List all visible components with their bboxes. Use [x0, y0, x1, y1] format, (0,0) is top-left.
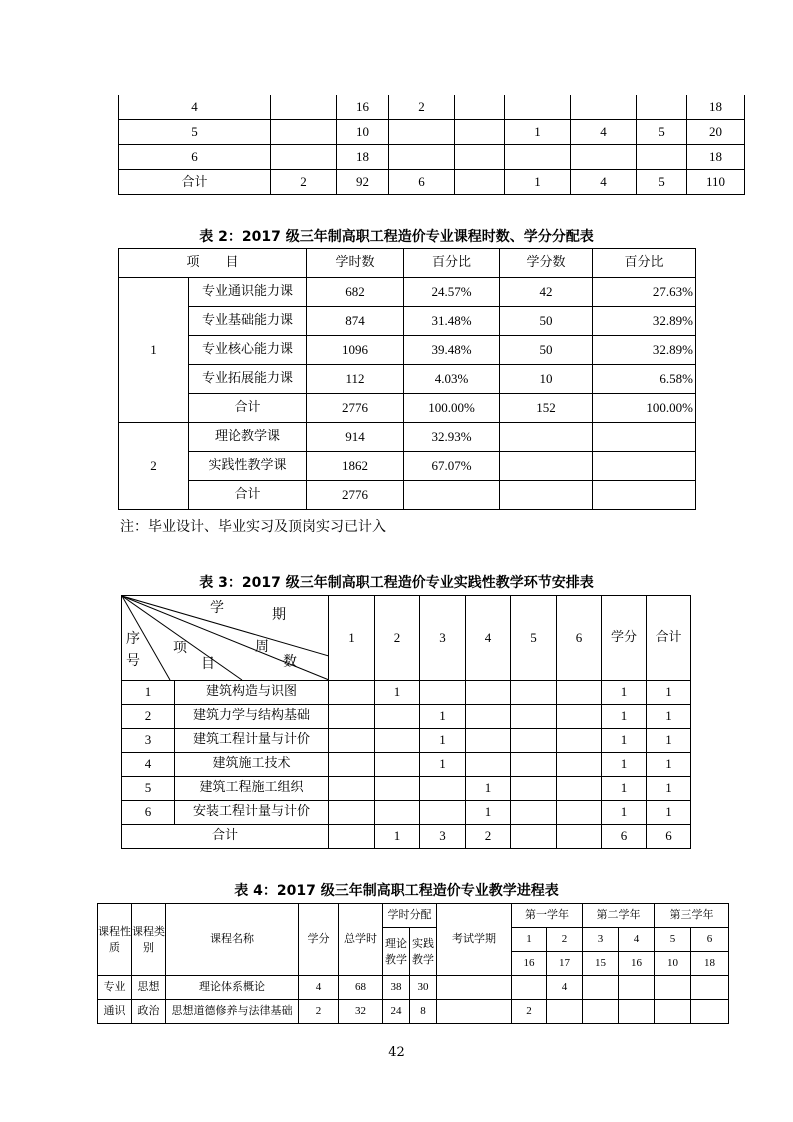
table3-caption: 表 3：2017 级三年制高职工程造价专业实践性教学环节安排表 — [199, 575, 594, 591]
group-label: 1 — [119, 278, 189, 423]
value-cell: 10 — [337, 120, 389, 145]
semester-hours-cell — [691, 976, 729, 1000]
value-cell — [271, 145, 337, 170]
table-row — [119, 307, 696, 336]
row-number-cell: 6 — [122, 801, 175, 825]
credits-percent-cell — [593, 452, 696, 481]
value-cell: 1 — [505, 170, 571, 195]
diag-label-xu: 序 — [126, 631, 140, 647]
value-cell — [637, 95, 687, 120]
term-weeks-cell — [511, 801, 557, 825]
term-weeks-cell — [557, 729, 602, 753]
credits-percent-cell: 100.00% — [593, 394, 696, 423]
term-weeks-cell — [375, 801, 420, 825]
semester-header: 6 — [691, 928, 729, 952]
sum-label-cell: 合计 — [122, 825, 329, 849]
total-hours-cell: 32 — [339, 1000, 383, 1024]
row-number-cell: 4 — [122, 753, 175, 777]
semester-header: 2 — [547, 928, 583, 952]
header-exam-term: 考试学期 — [437, 904, 512, 976]
term-weeks-cell — [329, 801, 375, 825]
credits-cell — [500, 423, 593, 452]
course-type-cell: 合计 — [189, 481, 307, 510]
hours-percent-cell — [404, 481, 500, 510]
value-cell: 20 — [687, 120, 745, 145]
value-cell: 18 — [687, 95, 745, 120]
hours-percent-cell: 24.57% — [404, 278, 500, 307]
value-cell — [271, 95, 337, 120]
project-name-cell: 建筑构造与识图 — [175, 681, 329, 705]
diag-label-zhou: 周 — [255, 639, 269, 655]
table-row — [119, 394, 696, 423]
value-cell: 2 — [271, 170, 337, 195]
credit-cell: 1 — [602, 753, 647, 777]
semester-header: 1 — [512, 928, 547, 952]
weeks-cell: 10 — [655, 952, 691, 976]
header-year2: 第二学年 — [583, 904, 655, 928]
hours-percent-cell: 4.03% — [404, 365, 500, 394]
term-weeks-cell — [329, 777, 375, 801]
credits-percent-cell — [593, 423, 696, 452]
term-weeks-cell — [329, 729, 375, 753]
hours-cell: 1862 — [307, 452, 404, 481]
hours-percent-cell: 67.07% — [404, 452, 500, 481]
semester-hours-cell — [583, 1000, 619, 1024]
term-weeks-cell — [511, 825, 557, 849]
term-header: 5 — [511, 596, 557, 681]
course-type-cell: 理论教学课 — [189, 423, 307, 452]
weeks-cell: 15 — [583, 952, 619, 976]
term-weeks-cell: 1 — [420, 729, 466, 753]
term-weeks-cell: 1 — [466, 777, 511, 801]
term-weeks-cell — [466, 729, 511, 753]
value-cell — [455, 170, 505, 195]
header-hours: 学时数 — [307, 249, 404, 278]
term-weeks-cell: 1 — [420, 705, 466, 729]
page-number: 42 — [388, 1045, 405, 1060]
total-cell: 1 — [647, 705, 691, 729]
diagonal-lines — [122, 596, 329, 680]
project-name-cell: 建筑工程计量与计价 — [175, 729, 329, 753]
course-category-cell: 政治 — [132, 1000, 166, 1024]
hours-cell: 112 — [307, 365, 404, 394]
total-hours-cell: 68 — [339, 976, 383, 1000]
term-weeks-cell — [511, 753, 557, 777]
hours-cell: 914 — [307, 423, 404, 452]
credits-percent-cell: 6.58% — [593, 365, 696, 394]
header-course-category: 课程类别 — [132, 904, 166, 976]
practice-hours-cell: 30 — [410, 976, 437, 1000]
value-cell — [389, 145, 455, 170]
term-weeks-cell: 3 — [420, 825, 466, 849]
value-cell: 5 — [637, 170, 687, 195]
value-cell: 18 — [687, 145, 745, 170]
term-header: 1 — [329, 596, 375, 681]
value-cell — [505, 95, 571, 120]
semester-hours-cell — [691, 1000, 729, 1024]
term-weeks-cell — [329, 705, 375, 729]
total-header: 合计 — [647, 596, 691, 681]
diag-label-mu: 目 — [201, 656, 215, 672]
term-weeks-cell — [375, 729, 420, 753]
table-row — [122, 801, 691, 825]
header-course-nature: 课程性质 — [98, 904, 132, 976]
project-name-cell: 建筑工程施工组织 — [175, 777, 329, 801]
table-row — [119, 452, 696, 481]
weeks-cell: 16 — [619, 952, 655, 976]
value-cell: 1 — [505, 120, 571, 145]
value-cell — [571, 145, 637, 170]
value-cell: 18 — [337, 145, 389, 170]
semester-header: 4 — [619, 928, 655, 952]
credits-percent-cell: 27.63% — [593, 278, 696, 307]
weeks-cell: 16 — [512, 952, 547, 976]
credit-cell: 1 — [602, 777, 647, 801]
semester-hours-cell: 2 — [512, 1000, 547, 1024]
header-year1: 第一学年 — [512, 904, 583, 928]
row-number-cell: 5 — [122, 777, 175, 801]
total-cell: 1 — [647, 777, 691, 801]
course-category-cell: 思想 — [132, 976, 166, 1000]
project-name-cell: 建筑施工技术 — [175, 753, 329, 777]
value-cell: 6 — [389, 170, 455, 195]
theory-hours-cell: 38 — [383, 976, 410, 1000]
term-weeks-cell — [420, 801, 466, 825]
term-header: 2 — [375, 596, 420, 681]
table-row — [119, 423, 696, 452]
header-practice: 实践教学 — [410, 928, 437, 976]
header-item: 项 目 — [119, 249, 307, 278]
term-weeks-cell — [557, 825, 602, 849]
credit-cell: 6 — [602, 825, 647, 849]
value-cell: 5 — [637, 120, 687, 145]
term-weeks-cell — [511, 681, 557, 705]
term-weeks-cell — [466, 681, 511, 705]
semester-hours-cell — [655, 1000, 691, 1024]
term-cell: 4 — [119, 95, 271, 120]
semester-header: 3 — [583, 928, 619, 952]
term-weeks-cell — [375, 753, 420, 777]
value-cell — [455, 95, 505, 120]
course-nature-cell: 通识 — [98, 1000, 132, 1024]
hours-cell: 874 — [307, 307, 404, 336]
table-row — [119, 481, 696, 510]
credits-percent-cell: 32.89% — [593, 336, 696, 365]
course-hours-credits-table — [118, 248, 696, 510]
row-number-cell: 3 — [122, 729, 175, 753]
hours-percent-cell: 100.00% — [404, 394, 500, 423]
hours-cell: 2776 — [307, 481, 404, 510]
header-credits: 学分数 — [500, 249, 593, 278]
value-cell: 16 — [337, 95, 389, 120]
term-header: 4 — [466, 596, 511, 681]
term-weeks-cell — [511, 729, 557, 753]
table-row — [122, 681, 691, 705]
practical-teaching-table — [121, 595, 691, 849]
total-cell: 1 — [647, 753, 691, 777]
hours-percent-cell: 31.48% — [404, 307, 500, 336]
semester-hours-cell: 4 — [547, 976, 583, 1000]
course-type-cell: 专业基础能力课 — [189, 307, 307, 336]
sum-row — [122, 825, 691, 849]
practice-hours-cell: 8 — [410, 1000, 437, 1024]
credits-cell — [500, 481, 593, 510]
header-course-name: 课程名称 — [166, 904, 299, 976]
credits-cell: 50 — [500, 336, 593, 365]
term-weeks-cell — [511, 705, 557, 729]
term-weeks-cell: 1 — [466, 801, 511, 825]
course-type-cell: 专业通识能力课 — [189, 278, 307, 307]
term-weeks-cell — [557, 777, 602, 801]
table-row — [119, 95, 745, 120]
credit-cell: 1 — [602, 729, 647, 753]
table-row — [119, 336, 696, 365]
term-weeks-cell — [375, 777, 420, 801]
credit-header: 学分 — [602, 596, 647, 681]
total-cell: 1 — [647, 801, 691, 825]
term-weeks-cell — [557, 681, 602, 705]
credits-percent-cell: 32.89% — [593, 307, 696, 336]
header-percent-hours: 百分比 — [404, 249, 500, 278]
value-cell — [455, 120, 505, 145]
table-row — [98, 976, 729, 1000]
weeks-cell: 17 — [547, 952, 583, 976]
table4-caption: 表 4：2017 级三年制高职工程造价专业教学进程表 — [234, 883, 559, 899]
project-name-cell: 建筑力学与结构基础 — [175, 705, 329, 729]
table2-note: 注：毕业设计、毕业实习及顶岗实习已计入 — [120, 519, 386, 535]
value-cell — [505, 145, 571, 170]
weeks-cell: 18 — [691, 952, 729, 976]
value-cell — [455, 145, 505, 170]
course-type-cell: 实践性教学课 — [189, 452, 307, 481]
header-total-hours: 总学时 — [339, 904, 383, 976]
value-cell — [389, 120, 455, 145]
header-year3: 第三学年 — [655, 904, 729, 928]
diag-label-hao: 号 — [126, 653, 140, 669]
table-row — [122, 705, 691, 729]
course-nature-cell: 专业 — [98, 976, 132, 1000]
value-cell: 92 — [337, 170, 389, 195]
term-cell: 6 — [119, 145, 271, 170]
value-cell — [271, 120, 337, 145]
value-cell — [571, 95, 637, 120]
group-label: 2 — [119, 423, 189, 510]
term-weeks-cell — [557, 705, 602, 729]
term-weeks-cell: 1 — [375, 825, 420, 849]
term-cell: 合计 — [119, 170, 271, 195]
semester-hours-cell — [512, 976, 547, 1000]
diagonal-header-cell — [122, 596, 329, 681]
row-number-cell: 1 — [122, 681, 175, 705]
hours-cell: 2776 — [307, 394, 404, 423]
term-weeks-table — [118, 95, 745, 195]
header-credit: 学分 — [299, 904, 339, 976]
credits-cell: 42 — [500, 278, 593, 307]
credit-cell: 1 — [602, 681, 647, 705]
credits-cell: 10 — [500, 365, 593, 394]
credit-cell: 1 — [602, 801, 647, 825]
semester-hours-cell — [547, 1000, 583, 1024]
term-weeks-cell — [329, 825, 375, 849]
table-row — [122, 753, 691, 777]
diag-label-shu: 数 — [283, 654, 297, 670]
hours-cell: 1096 — [307, 336, 404, 365]
term-weeks-cell: 1 — [375, 681, 420, 705]
table-row — [119, 365, 696, 394]
credit-cell: 1 — [602, 705, 647, 729]
table-row — [98, 1000, 729, 1024]
value-cell: 4 — [571, 120, 637, 145]
term-cell: 5 — [119, 120, 271, 145]
table-row — [119, 145, 745, 170]
credit-cell: 4 — [299, 976, 339, 1000]
term-weeks-cell — [420, 681, 466, 705]
header-hour-allocation: 学时分配 — [383, 904, 437, 928]
term-weeks-cell — [329, 753, 375, 777]
term-weeks-cell: 2 — [466, 825, 511, 849]
term-weeks-cell — [511, 777, 557, 801]
value-cell: 110 — [687, 170, 745, 195]
course-type-cell: 专业核心能力课 — [189, 336, 307, 365]
term-weeks-cell: 1 — [420, 753, 466, 777]
value-cell: 2 — [389, 95, 455, 120]
diag-label-xue: 学 — [210, 600, 224, 616]
table-row — [122, 777, 691, 801]
term-weeks-cell — [557, 801, 602, 825]
semester-hours-cell — [619, 976, 655, 1000]
term-weeks-cell — [329, 681, 375, 705]
value-cell — [637, 145, 687, 170]
theory-hours-cell: 24 — [383, 1000, 410, 1024]
total-cell: 1 — [647, 729, 691, 753]
value-cell: 4 — [571, 170, 637, 195]
exam-term-cell — [437, 976, 512, 1000]
credits-cell: 50 — [500, 307, 593, 336]
hours-cell: 682 — [307, 278, 404, 307]
credits-cell: 152 — [500, 394, 593, 423]
header-theory: 理论教学 — [383, 928, 410, 976]
course-name-cell: 思想道德修养与法律基础 — [166, 1000, 299, 1024]
semester-hours-cell — [583, 976, 619, 1000]
project-name-cell: 安装工程计量与计价 — [175, 801, 329, 825]
credits-percent-cell — [593, 481, 696, 510]
term-weeks-cell — [466, 705, 511, 729]
term-weeks-cell — [420, 777, 466, 801]
table-row — [119, 120, 745, 145]
header-percent-credits: 百分比 — [593, 249, 696, 278]
hours-percent-cell: 39.48% — [404, 336, 500, 365]
table2-caption: 表 2：2017 级三年制高职工程造价专业课程时数、学分分配表 — [199, 229, 594, 245]
total-cell: 6 — [647, 825, 691, 849]
credits-cell — [500, 452, 593, 481]
course-type-cell: 专业拓展能力课 — [189, 365, 307, 394]
semester-hours-cell — [655, 976, 691, 1000]
table-row — [122, 729, 691, 753]
course-type-cell: 合计 — [189, 394, 307, 423]
table-row — [119, 170, 745, 195]
semester-hours-cell — [619, 1000, 655, 1024]
term-weeks-cell — [466, 753, 511, 777]
table-row — [119, 278, 696, 307]
course-name-cell: 理论体系概论 — [166, 976, 299, 1000]
diag-label-xiang: 项 — [173, 640, 187, 656]
row-number-cell: 2 — [122, 705, 175, 729]
teaching-schedule-table — [97, 903, 729, 1024]
term-weeks-cell — [557, 753, 602, 777]
credit-cell: 2 — [299, 1000, 339, 1024]
term-header: 6 — [557, 596, 602, 681]
term-weeks-cell — [375, 705, 420, 729]
term-header: 3 — [420, 596, 466, 681]
diag-label-qi: 期 — [272, 607, 286, 623]
exam-term-cell — [437, 1000, 512, 1024]
total-cell: 1 — [647, 681, 691, 705]
hours-percent-cell: 32.93% — [404, 423, 500, 452]
semester-header: 5 — [655, 928, 691, 952]
